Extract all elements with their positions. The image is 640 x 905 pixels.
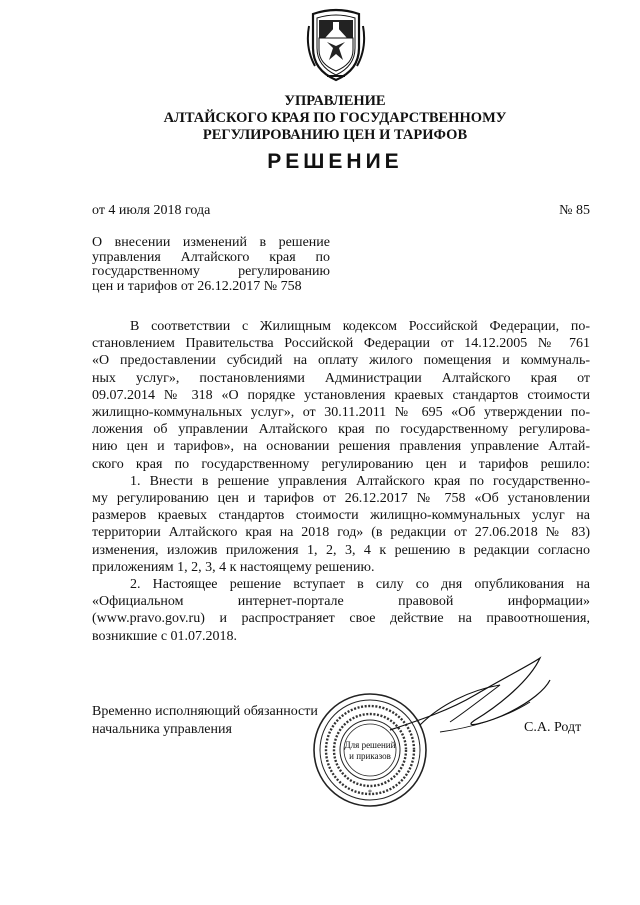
org-title-line-2: АЛТАЙСКОГО КРАЯ ПО ГОСУДАРСТВЕННОМУ <box>163 110 507 126</box>
preamble-paragraph <box>92 318 590 473</box>
item-1-line: территории Алтайского края на 2018 год» (в редакции от 27.06.2018 № 83) <box>92 525 590 541</box>
document-type-heading: РЕШЕНИЕ <box>267 150 403 173</box>
preamble-line: 09.07.2014 № 318 «О порядке установления краевых стандартов стоимости <box>92 387 590 403</box>
signatory-position-line-1: Временно исполняющий обязанности <box>92 704 318 719</box>
subject-line: О внесении изменений в решение <box>92 235 330 250</box>
preamble-line: ных услуг», постановлениями Администрации Алтайского края от <box>92 370 590 386</box>
item-1-line: 1. Внести в решение управления Алтайского края по государственно- <box>130 473 590 489</box>
item-2-line: возникшие с 01.07.2018. <box>92 628 238 644</box>
preamble-line: ложения об управлении Алтайского края по государственному регулирова- <box>92 422 590 438</box>
item-1-line: изменения, изложив приложения 1, 2, 3, 4 к решению в редакции согласно <box>92 542 590 558</box>
item-1-line: му регулированию цен и тарифов от 26.12.2017 № 758 «Об установлении <box>92 491 590 507</box>
preamble-line: жилищно-коммунальных услуг», от 30.11.2011 № 695 «Об утверждении по- <box>92 405 590 421</box>
org-title-line-1: УПРАВЛЕНИЕ <box>284 93 386 109</box>
stamp-text-line-1: Для решений <box>344 740 396 750</box>
organization-title <box>120 93 550 144</box>
document-date: от 4 июля 2018 года <box>92 203 211 218</box>
svg-text:*: * <box>368 788 372 797</box>
preamble-line: нию цен и тарифов», на основании решения правления управление Алтай- <box>92 439 590 455</box>
coat-of-arms-icon <box>305 8 367 82</box>
preamble-line: В соответствии с Жилищным кодексом Российской Федерации, по- <box>130 319 590 334</box>
subject-line: управления Алтайского края по <box>92 249 330 265</box>
signatory-position-line-2: начальника управления <box>92 722 232 737</box>
item-2-line: 2. Настоящее решение вступает в силу со дня опубликования на <box>130 577 590 593</box>
stamp-text-line-2: и приказов <box>349 751 391 761</box>
org-title-line-3: РЕГУЛИРОВАНИЮ ЦЕН И ТАРИФОВ <box>202 127 468 143</box>
preamble-line: ского края по государственному регулированию цен и тарифов решило: <box>92 456 590 472</box>
subject-line: цен и тарифов от 26.12.2017 № 758 <box>92 278 302 294</box>
item-2-paragraph <box>92 576 590 645</box>
item-1-line: размеров краевых стандартов стоимости жилищно-коммунальных услуг на <box>92 508 590 524</box>
item-2-line: «Официальном интернет-портале правовой информации» <box>92 594 590 610</box>
item-1-paragraph <box>92 473 590 576</box>
signatory-position <box>92 703 318 739</box>
item-1-line: приложениям 1, 2, 3, 4 к настоящему решению. <box>92 559 375 575</box>
item-2-line: (www.pravo.gov.ru) и распространяет свое действие на правоотношения, <box>92 611 590 627</box>
document-body <box>92 318 590 645</box>
preamble-line: становлением Правительства Российской Федерации от 14.12.2005 № 761 <box>92 336 590 352</box>
document-subject <box>92 236 330 294</box>
signatory-name: С.А. Родт <box>524 720 582 735</box>
document-number: № 85 <box>559 203 590 218</box>
preamble-line: «О предоставлении субсидий на оплату жилого помещения и коммуналь- <box>92 353 590 369</box>
subject-line: государственному регулированию <box>92 264 330 279</box>
